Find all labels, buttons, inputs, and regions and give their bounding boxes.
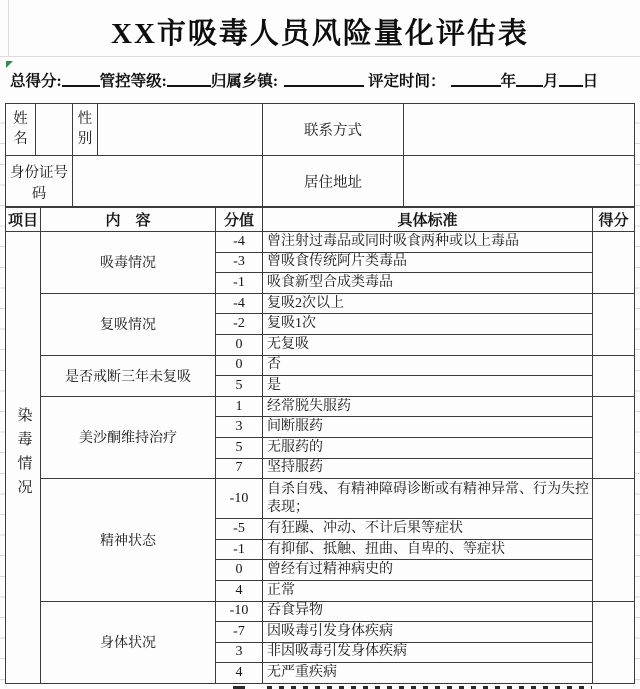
- control-level-label: 管控等级:: [99, 73, 167, 90]
- criteria-cell: 间断服药: [263, 417, 593, 438]
- year-blank[interactable]: [451, 73, 501, 87]
- score-value-cell: 7: [216, 458, 263, 479]
- score-value-cell: 1: [216, 396, 263, 417]
- township-blank[interactable]: [284, 73, 364, 87]
- criteria-cell: 曾注射过毒品或同时吸食两种或以上毒品: [263, 232, 593, 253]
- score-value-cell: 3: [216, 417, 263, 438]
- content-group-cell: 精神状态: [41, 479, 216, 601]
- points-entry-cell[interactable]: [593, 232, 635, 294]
- table-row: [6, 479, 635, 519]
- points-entry-cell[interactable]: [593, 601, 635, 683]
- right-margin-gridlines: [635, 103, 640, 689]
- score-value-cell: 4: [216, 580, 263, 601]
- score-value-cell: 4: [216, 663, 263, 684]
- criteria-cell: 坚持服药: [263, 458, 593, 479]
- header-points: 得分: [593, 207, 635, 232]
- points-entry-cell[interactable]: [593, 293, 635, 355]
- criteria-cell: 无复吸: [263, 334, 593, 355]
- criteria-cell: 经常脱失服药: [263, 396, 593, 417]
- score-value-cell: -4: [216, 293, 263, 314]
- score-value-cell: 0: [216, 560, 263, 581]
- header-criteria: 具体标准: [263, 207, 593, 232]
- gender-value-cell[interactable]: [98, 104, 263, 156]
- category-label: 染毒情况: [15, 406, 32, 503]
- page-title: XX市吸毒人员风险量化评估表: [111, 17, 529, 50]
- header-row: [6, 207, 635, 232]
- id-label-cell: 身份证号码: [6, 156, 73, 208]
- points-entry-cell[interactable]: [593, 479, 635, 601]
- content-group-cell: 美沙酮维持治疗: [41, 396, 216, 478]
- day-blank[interactable]: [559, 73, 583, 87]
- gender-label: 性别: [77, 110, 93, 147]
- score-value-cell: -2: [216, 314, 263, 335]
- assessment-table: [5, 206, 635, 684]
- criteria-cell: 非因吸毒引发身体疾病: [263, 642, 593, 663]
- header-item: 项目: [6, 207, 41, 232]
- score-value-cell: -10: [216, 479, 263, 519]
- table-row: [6, 355, 635, 376]
- table-row: [6, 396, 635, 417]
- table-row: [6, 293, 635, 314]
- score-value-cell: -5: [216, 519, 263, 540]
- month-label: 月: [543, 73, 559, 90]
- criteria-cell: 无服药的: [263, 437, 593, 458]
- content-group-cell: 身体状况: [41, 601, 216, 683]
- info-row-1: [6, 104, 635, 156]
- criteria-cell: 自杀自残、有精神障碍诊断或有精神异常、行为失控表现；: [263, 479, 593, 519]
- table-row: [6, 601, 635, 622]
- points-entry-cell[interactable]: [593, 355, 635, 396]
- name-label-cell: [6, 104, 36, 156]
- table-row: [6, 232, 635, 253]
- content-group-cell: 复吸情况: [41, 293, 216, 355]
- points-entry-cell[interactable]: [593, 396, 635, 478]
- score-value-cell: -1: [216, 539, 263, 560]
- score-value-cell: -3: [216, 252, 263, 273]
- score-value-cell: -10: [216, 601, 263, 622]
- criteria-cell: 否: [263, 355, 593, 376]
- summary-line: [10, 57, 636, 103]
- score-value-cell: -7: [216, 622, 263, 643]
- month-blank[interactable]: [516, 73, 543, 87]
- name-label: 姓名: [13, 110, 28, 147]
- score-value-cell: 0: [216, 355, 263, 376]
- control-level-blank[interactable]: [167, 73, 211, 87]
- score-value-cell: -4: [216, 232, 263, 253]
- assessment-table-body: [6, 232, 635, 684]
- contact-value-cell[interactable]: [404, 104, 635, 156]
- id-value-cell[interactable]: [73, 156, 263, 208]
- criteria-cell: 正常: [263, 580, 593, 601]
- score-value-cell: 0: [216, 334, 263, 355]
- total-score-blank[interactable]: [62, 73, 100, 87]
- day-label: 日: [582, 73, 599, 90]
- cut-off-row: [5, 684, 634, 689]
- criteria-cell: 是: [263, 376, 593, 397]
- content-group-cell: 吸毒情况: [41, 232, 216, 294]
- criteria-cell: 有抑郁、抵触、扭曲、自卑的、等症状: [263, 539, 593, 560]
- address-label-cell: 居住地址: [263, 156, 404, 208]
- name-value-cell[interactable]: [36, 104, 73, 156]
- category-cell: [6, 232, 41, 684]
- assess-time-label: 评定时间：: [368, 73, 446, 90]
- criteria-cell: 复吸2次以上: [263, 293, 593, 314]
- score-value-cell: 5: [216, 376, 263, 397]
- criteria-cell: 曾经有过精神病史的: [263, 560, 593, 581]
- header-content: 内 容: [41, 207, 216, 232]
- gender-label-cell: [73, 104, 98, 156]
- criteria-cell: 吸食新型合成类毒品: [263, 273, 593, 294]
- address-value-cell[interactable]: [404, 156, 635, 208]
- contact-label-cell: 联系方式: [263, 104, 404, 156]
- criteria-cell: 有狂躁、冲动、不计后果等症状: [263, 519, 593, 540]
- personal-info-table: [5, 103, 635, 208]
- header-score: 分值: [216, 207, 263, 232]
- criteria-cell: 无严重疾病: [263, 663, 593, 684]
- total-score-label: 总得分:: [10, 73, 62, 90]
- criteria-cell: 曾吸食传统阿片类毒品: [263, 252, 593, 273]
- score-value-cell: 5: [216, 437, 263, 458]
- content-group-cell: 是否戒断三年未复吸: [41, 355, 216, 396]
- township-label: 归属乡镇:: [210, 73, 279, 90]
- info-row-2: [6, 156, 635, 208]
- year-label: 年: [500, 73, 517, 90]
- score-value-cell: -1: [216, 273, 263, 294]
- criteria-cell: 吞食异物: [263, 601, 593, 622]
- criteria-cell: 复吸1次: [263, 314, 593, 335]
- score-value-cell: 3: [216, 642, 263, 663]
- criteria-cell: 因吸毒引发身体疾病: [263, 622, 593, 643]
